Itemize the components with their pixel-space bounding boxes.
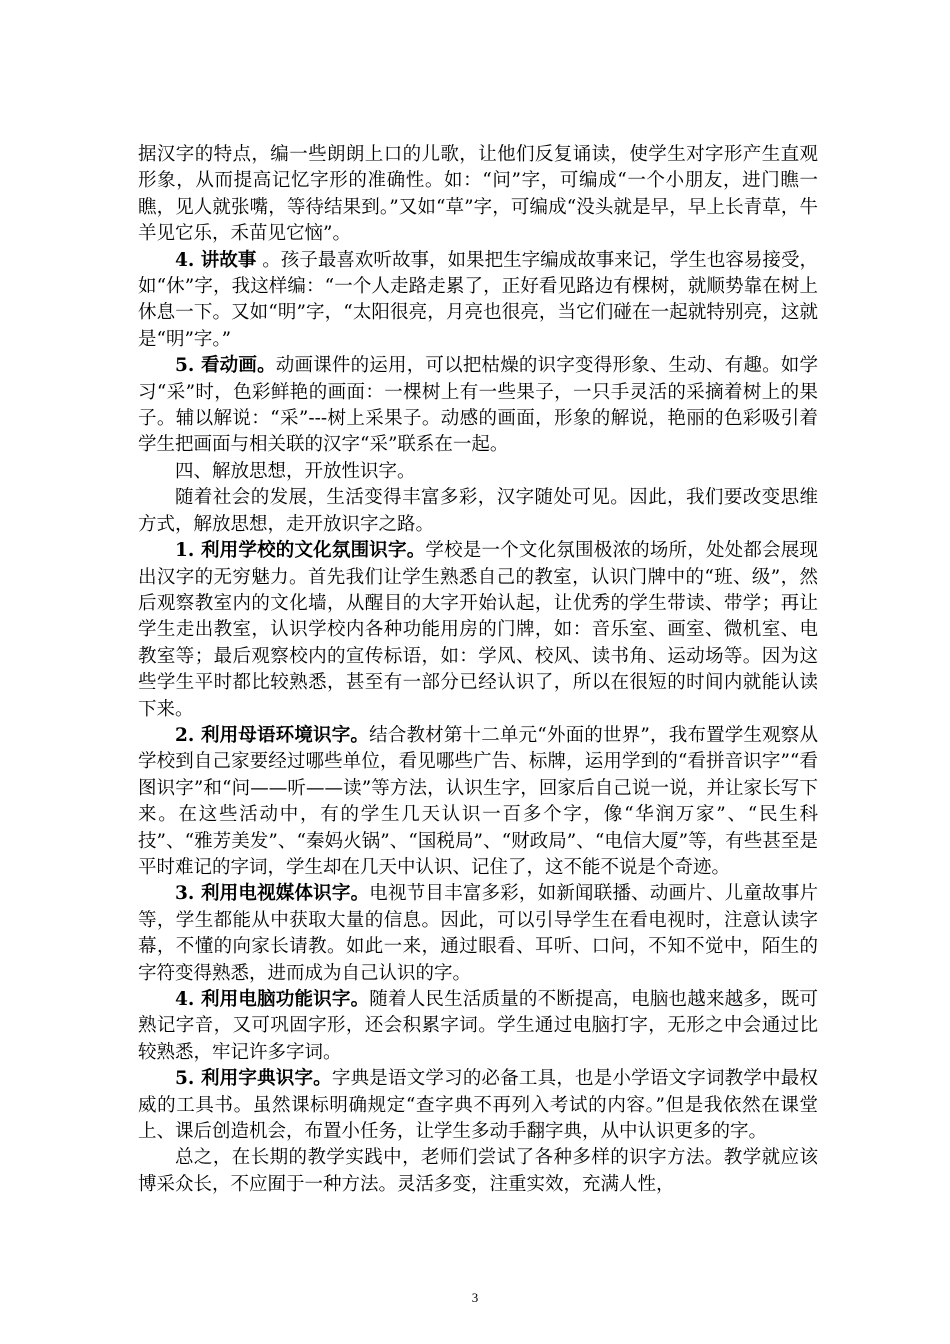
paragraph-8	[138, 987, 818, 1066]
paragraph-text: 动画课件的运用，可以把枯燥的识字变得形象、生动、有趣。如学习“采”时，色彩鲜艳的画面：一棵树上有一些果子，一只手灵活的采摘着树上的果子。辅以解说：“采”---树上采果子。动感的画面，形象的解说，艳丽的色彩吸引着学生把画面与相关联的汉字“采”联系在一起。	[138, 355, 818, 456]
paragraph-text: 电视节目丰富多彩，如新闻联播、动画片、儿童故事片等，学生都能从中获取大量的信息。因此，可以引导学生在看电视时，注意认读字幕，不懂的向家长请教。如此一来，通过眼看、耳听、口问，不知不觉中，陌生的字符变得熟悉，进而成为自己认识的字。	[138, 883, 818, 984]
paragraph-4	[138, 485, 818, 538]
paragraph-text: 总之，在长期的教学实践中，老师们尝试了各种多样的识字方法。教学就应该博采众长，不应囿于一种方法。灵活多变，注重实效，充满人性，	[138, 1147, 818, 1195]
paragraph-7	[138, 881, 818, 987]
paragraph-text: 字典是语文学习的必备工具，也是小学语文字词教学中最权威的工具书。虽然课标明确规定“查字典不再列入考试的内容。”但是我依然在课堂上、课后创造机会，布置小任务，让学生多动手翻字典，从中认识更多的字。	[138, 1068, 818, 1143]
paragraph-9	[138, 1066, 818, 1145]
paragraph-text: 结合教材第十二单元“外面的世界”，我布置学生观察从学校到自己家要经过哪些单位，看见哪些广告、标牌，运用学到的“看拼音识字”“看图识字”和“问——听——读”等方法，认识生字，回家后自己说一说，并让家长写下来。在这些活动中，有的学生几天认识一百多个字，像“华润万家”、“民生科技”、“雅芳美发”、“秦妈火锅”、“国税局”、“财政局”、“电信大厦”等，有些甚至是平时难记的字词，学生却在几天中认识、记住了，这不能不说是个奇迹。	[138, 724, 818, 878]
paragraph-text: 。孩子最喜欢听故事，如果把生字编成故事来记，学生也容易接受，如“休”字，我这样编：“一个人走路走累了，正好看见路边有棵树，就顺势靠在树上休息一下。又如“明”字，“太阳很亮，月亮也很亮，当它们碰在一起就特别亮，这就是“明”字。”	[138, 249, 818, 350]
paragraph-lead: 3. 利用电视媒体识字。	[175, 883, 370, 905]
paragraph-text: 据汉字的特点，编一些朗朗上口的儿歌，让他们反复诵读，使学生对字形产生直观形象，从而提高记忆字形的准确性。如：“问”字，可编成“一个小朋友，进门瞧一瞧，见人就张嘴，等待结果到。”又如“草”字，可编成“没头就是早，早上长青草，牛羊见它乐，禾苗见它恼”。	[138, 144, 818, 245]
paragraph-5	[138, 538, 818, 723]
paragraph-text: 随着社会的发展，生活变得丰富多彩，汉字随处可见。因此，我们要改变思维方式，解放思想，走开放识字之路。	[138, 487, 818, 535]
section-heading	[138, 459, 818, 485]
paragraph-0	[138, 142, 818, 248]
paragraph-10	[138, 1145, 818, 1198]
paragraph-text: 四、解放思想，开放性识字。	[175, 460, 416, 482]
paragraph-lead: 2. 利用母语环境识字。	[175, 724, 370, 746]
paragraph-lead: 5. 利用字典识字。	[175, 1068, 332, 1090]
page-number: 3	[471, 1290, 479, 1305]
paragraph-6	[138, 723, 818, 881]
paragraph-1	[138, 248, 818, 354]
paragraph-2	[138, 353, 818, 459]
paragraph-lead: 5. 看动画。	[175, 355, 276, 377]
document-body	[138, 142, 818, 1198]
paragraph-lead: 4. 利用电脑功能识字。	[175, 989, 370, 1010]
paragraph-text: 学校是一个文化氛围极浓的场所，处处都会展现出汉字的无穷魅力。首先我们让学生熟悉自己的教室，认识门牌中的“班、级”，然后观察教室内的文化墙，从醒目的大字开始认起，让优秀的学生带读、带学；再让学生走出教室，认识学校内各种功能用房的门牌，如：音乐室、画室、微机室、电教室等；最后观察校内的宣传标语，如：学风、校风、读书角、运动场等。因为这些学生平时都比较熟悉，甚至有一部分已经认识了，所以在很短的时间内就能认读下来。	[138, 540, 818, 720]
paragraph-lead: 1. 利用学校的文化氛围识字。	[175, 540, 426, 562]
paragraph-text: 随着人民生活质量的不断提高，电脑也越来越多，既可熟记字音，又可巩固字形，还会积累字词。学生通过电脑打字，无形之中会通过比较熟悉，牢记许多字词。	[138, 989, 818, 1063]
paragraph-lead: 4. 讲故事	[175, 249, 257, 271]
